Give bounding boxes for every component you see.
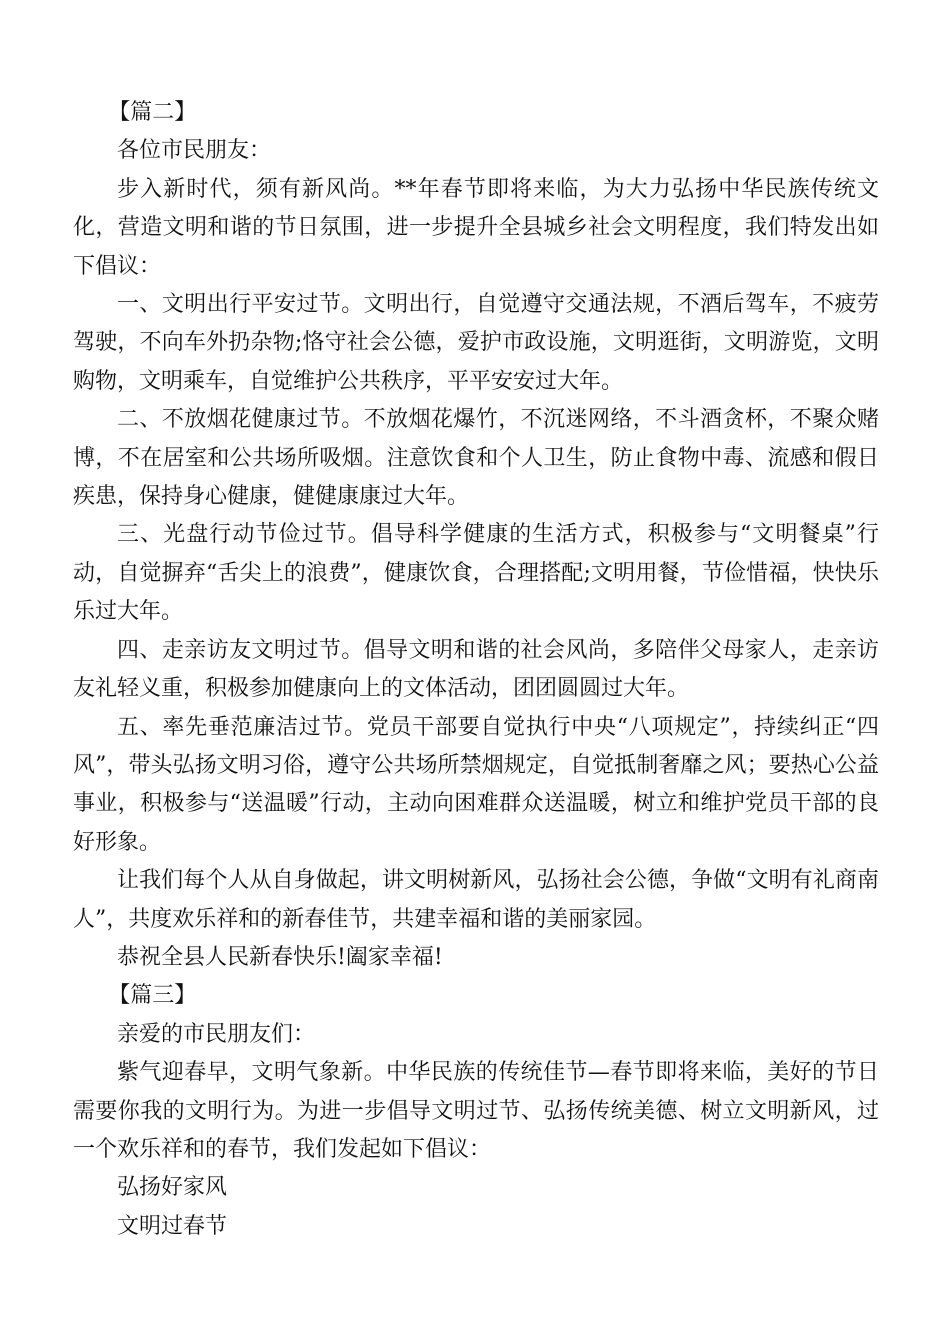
section-heading-3: 【篇三】 — [108, 983, 197, 1009]
intro-paragraph-3: 紫气迎春早，文明气象新。中华民族的传统佳节—春节即将来临，美好的节日需要你我的文明行为。为进一步倡导文明过节、弘扬传统美德、树立文明新风，过一个欢乐祥和的春节，我们发起如下倡议： — [73, 1060, 879, 1162]
slogan-2: 文明过春节 — [117, 1213, 228, 1239]
proposal-item-1: 一、文明出行平安过节。文明出行，自觉遵守交通法规，不酒后驾车，不疲劳驾驶，不向车外扔杂物;恪守社会公德，爱护市政设施，文明逛街，文明游览，文明购物，文明乘车，自觉维护公共秩序，平平安安过大年。 — [73, 292, 879, 394]
salutation-2: 各位市民朋友： — [117, 138, 272, 164]
intro-paragraph-2: 步入新时代，须有新风尚。**年春节即将来临，为大力弘扬中华民族传统文化，营造文明和谐的节日氛围，进一步提升全县城乡社会文明程度，我们特发出如下倡议： — [73, 176, 879, 279]
proposal-item-4: 四、走亲访友文明过节。倡导文明和谐的社会风尚，多陪伴父母家人，走亲访友礼轻义重，积极参加健康向上的文体活动，团团圆圆过大年。 — [73, 637, 879, 702]
slogan-1: 弘扬好家风 — [117, 1175, 228, 1201]
closing-paragraph: 让我们每个人从自身做起，讲文明树新风，弘扬社会公德，争做“文明有礼商南人”，共度欢乐祥和的新春佳节，共建幸福和谐的美丽家园。 — [73, 868, 879, 932]
document-page — [73, 94, 879, 1246]
proposal-item-3: 三、光盘行动节俭过节。倡导科学健康的生活方式，积极参与“文明餐桌”行动，自觉摒弃“舌尖上的浪费”，健康饮食，合理搭配;文明用餐，节俭惜福，快快乐乐过大年。 — [73, 522, 879, 625]
proposal-item-2: 二、不放烟花健康过节。不放烟花爆竹，不沉迷网络，不斗酒贪杯，不聚众赌博，不在居室和公共场所吸烟。注意饮食和个人卫生，防止食物中毒、流感和假日疾患，保持身心健康，健健康康过大年。 — [73, 407, 879, 510]
new-year-wishes: 恭祝全县人民新春快乐!阖家幸福! — [117, 944, 443, 970]
salutation-3: 亲爱的市民朋友们： — [117, 1021, 316, 1047]
proposal-item-5: 五、率先垂范廉洁过节。党员干部要自觉执行中央“八项规定”，持续纠正“四风”，带头弘扬文明习俗，遵守公共场所禁烟规定，自觉抵制奢靡之风；要热心公益事业，积极参与“送温暖”行动，主动向困难群众送温暖，树立和维护党员干部的良好形象。 — [73, 714, 879, 855]
section-heading-2: 【篇二】 — [108, 100, 197, 125]
